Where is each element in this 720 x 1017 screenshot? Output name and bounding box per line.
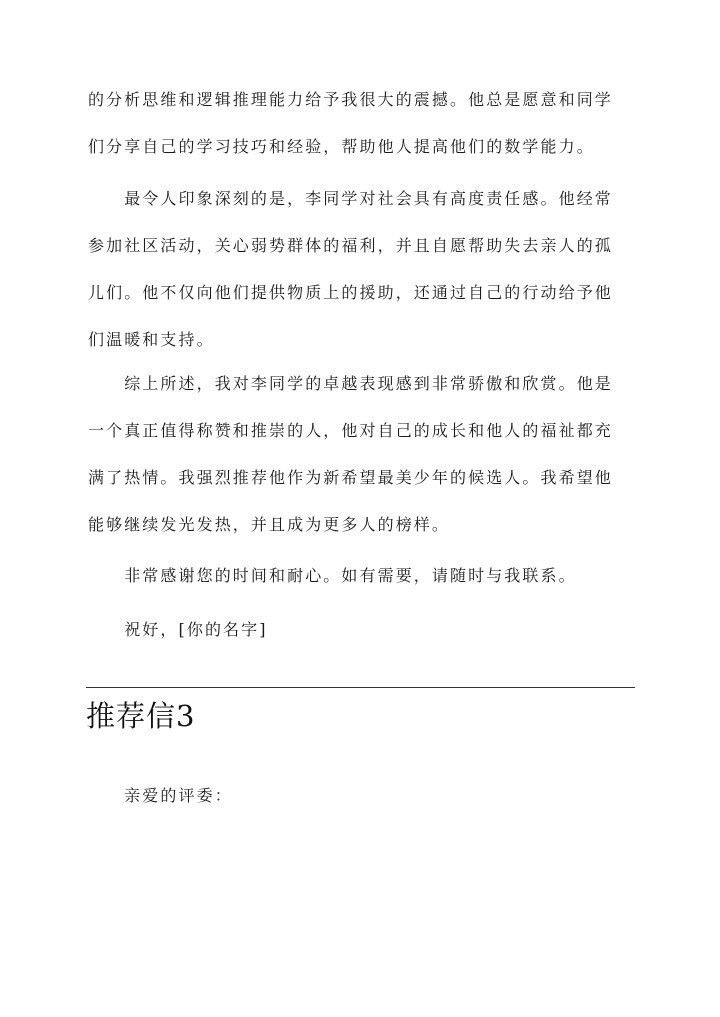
paragraph-line: 综上所述，我对李同学的卓越表现感到非常骄傲和欣赏。他是 — [88, 374, 613, 393]
paragraph-line: 能够继续发光发热，并且成为更多人的榜样。 — [88, 515, 451, 534]
section-heading: 推荐信3 — [86, 699, 196, 733]
paragraph-summary — [88, 360, 638, 548]
paragraph-closing — [88, 606, 638, 653]
paragraph-line: 儿们。他不仅向他们提供物质上的援助，还通过自己的行动给予他 — [88, 283, 613, 302]
salutation — [88, 772, 638, 819]
paragraph-line: 祝好，[你的名字] — [88, 620, 268, 639]
paragraph-line: 最令人印象深刻的是，李同学对社会具有高度责任感。他经常 — [88, 189, 613, 208]
paragraph-line: 一个真正值得称赞和推崇的人，他对自己的成长和他人的福祉都充 — [88, 421, 613, 440]
salutation-line: 亲爱的评委： — [88, 786, 233, 805]
paragraph-line: 参加社区活动，关心弱势群体的福利，并且自愿帮助失去亲人的孤 — [88, 236, 613, 255]
paragraph-line: 满了热情。我强烈推荐他作为新希望最美少年的候选人。我希望他 — [88, 468, 613, 487]
paragraph-line: 们温暖和支持。 — [88, 330, 215, 349]
paragraph-math-skills — [88, 76, 638, 170]
paragraph-social-responsibility — [88, 175, 638, 363]
section-divider — [86, 687, 635, 688]
paragraph-line: 非常感谢您的时间和耐心。如有需要，请随时与我联系。 — [88, 566, 577, 585]
paragraph-line: 们分享自己的学习技巧和经验，帮助他人提高他们的数学能力。 — [88, 137, 595, 156]
paragraph-line: 的分析思维和逻辑推理能力给予我很大的震撼。他总是愿意和同学 — [88, 90, 613, 109]
paragraph-thanks — [88, 552, 638, 599]
